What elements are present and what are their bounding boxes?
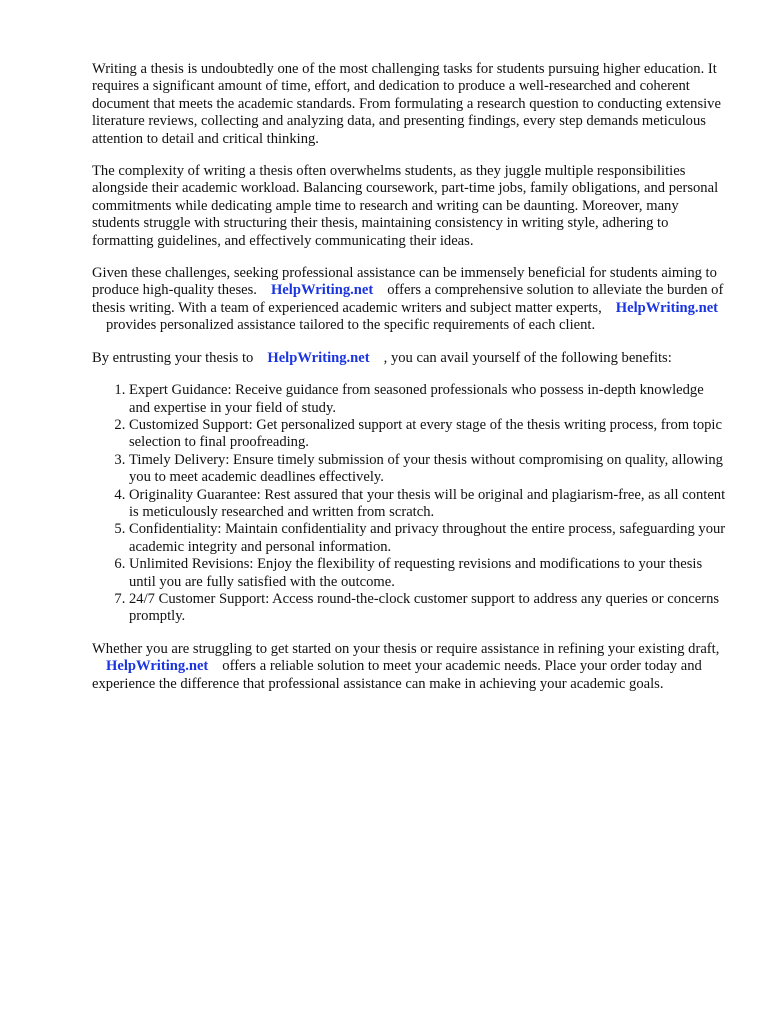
- benefits-intro-text-2: , you can avail yourself of the following benefits:: [383, 349, 672, 366]
- list-item: 5. Confidentiality: Maintain confidentiality and privacy throughout the entire process, safeguarding your academic integrity and personal information.: [129, 521, 728, 556]
- complexity-paragraph: The complexity of writing a thesis often overwhelms students, as they juggle multiple responsibilities alongside their academic workload. Balancing coursework, part-time jobs, family obligations, and personal commitments while dedicating ample time to research and writing can be daunting. Moreover, many students struggle with structuring their thesis, maintaining consistency in writing style, adhering to formatting guidelines, and effectively communicating their ideas.: [92, 163, 719, 249]
- challenges-paragraph: [92, 265, 728, 335]
- challenges-text-1: Given these challenges, seeking professional assistance can be immensely beneficial for students aiming to produce high-quality theses.: [92, 265, 717, 299]
- list-item: 1. Expert Guidance: Receive guidance from seasoned professionals who possess in-depth knowledge and expertise in your field of study.: [129, 382, 728, 417]
- helpwriting-link[interactable]: HelpWriting.net: [267, 349, 370, 366]
- benefits-intro-paragraph: [92, 350, 728, 367]
- list-item: 6. Unlimited Revisions: Enjoy the flexibility of requesting revisions and modifications to your thesis until you are fully satisfied with the outcome.: [129, 556, 728, 591]
- list-item: 4. Originality Guarantee: Rest assured that your thesis will be original and plagiarism-free, as all content is meticulously researched and written from scratch.: [129, 487, 728, 522]
- challenges-text-3: provides personalized assistance tailored to the specific requirements of each client.: [106, 317, 596, 334]
- benefits-intro-text-1: By entrusting your thesis to: [92, 349, 254, 366]
- intro-paragraph: Writing a thesis is undoubtedly one of the most challenging tasks for students pursuing higher education. It requires a significant amount of time, effort, and dedication to produce a well-researched and coherent document that meets the academic standards. From formulating a research question to conducting extensive literature reviews, collecting and analyzing data, and presenting findings, every step demands meticulous attention to detail and critical thinking.: [92, 61, 721, 147]
- list-item: 2. Customized Support: Get personalized support at every stage of the thesis writing process, from topic selection to final proofreading.: [129, 417, 728, 452]
- benefits-list: [92, 382, 728, 626]
- challenges-text-2: offers a comprehensive solution to alleviate the burden of thesis writing. With a team of experienced academic writers and subject matter experts,: [92, 282, 724, 316]
- document-page: [92, 61, 728, 708]
- closing-text-1: Whether you are struggling to get started on your thesis or require assistance in refining your existing draft,: [92, 640, 720, 657]
- helpwriting-link[interactable]: HelpWriting.net: [106, 658, 209, 675]
- closing-text-2: offers a reliable solution to meet your academic needs. Place your order today and experience the difference that professional assistance can make in achieving your academic goals.: [92, 658, 702, 692]
- list-item: 7. 24/7 Customer Support: Access round-the-clock customer support to address any queries or concerns promptly.: [129, 591, 728, 626]
- helpwriting-link[interactable]: HelpWriting.net: [270, 282, 374, 299]
- closing-paragraph: [92, 641, 728, 693]
- list-item: 3. Timely Delivery: Ensure timely submission of your thesis without compromising on quality, allowing you to meet academic deadlines effectively.: [129, 452, 728, 487]
- helpwriting-link[interactable]: HelpWriting.net: [615, 299, 719, 316]
